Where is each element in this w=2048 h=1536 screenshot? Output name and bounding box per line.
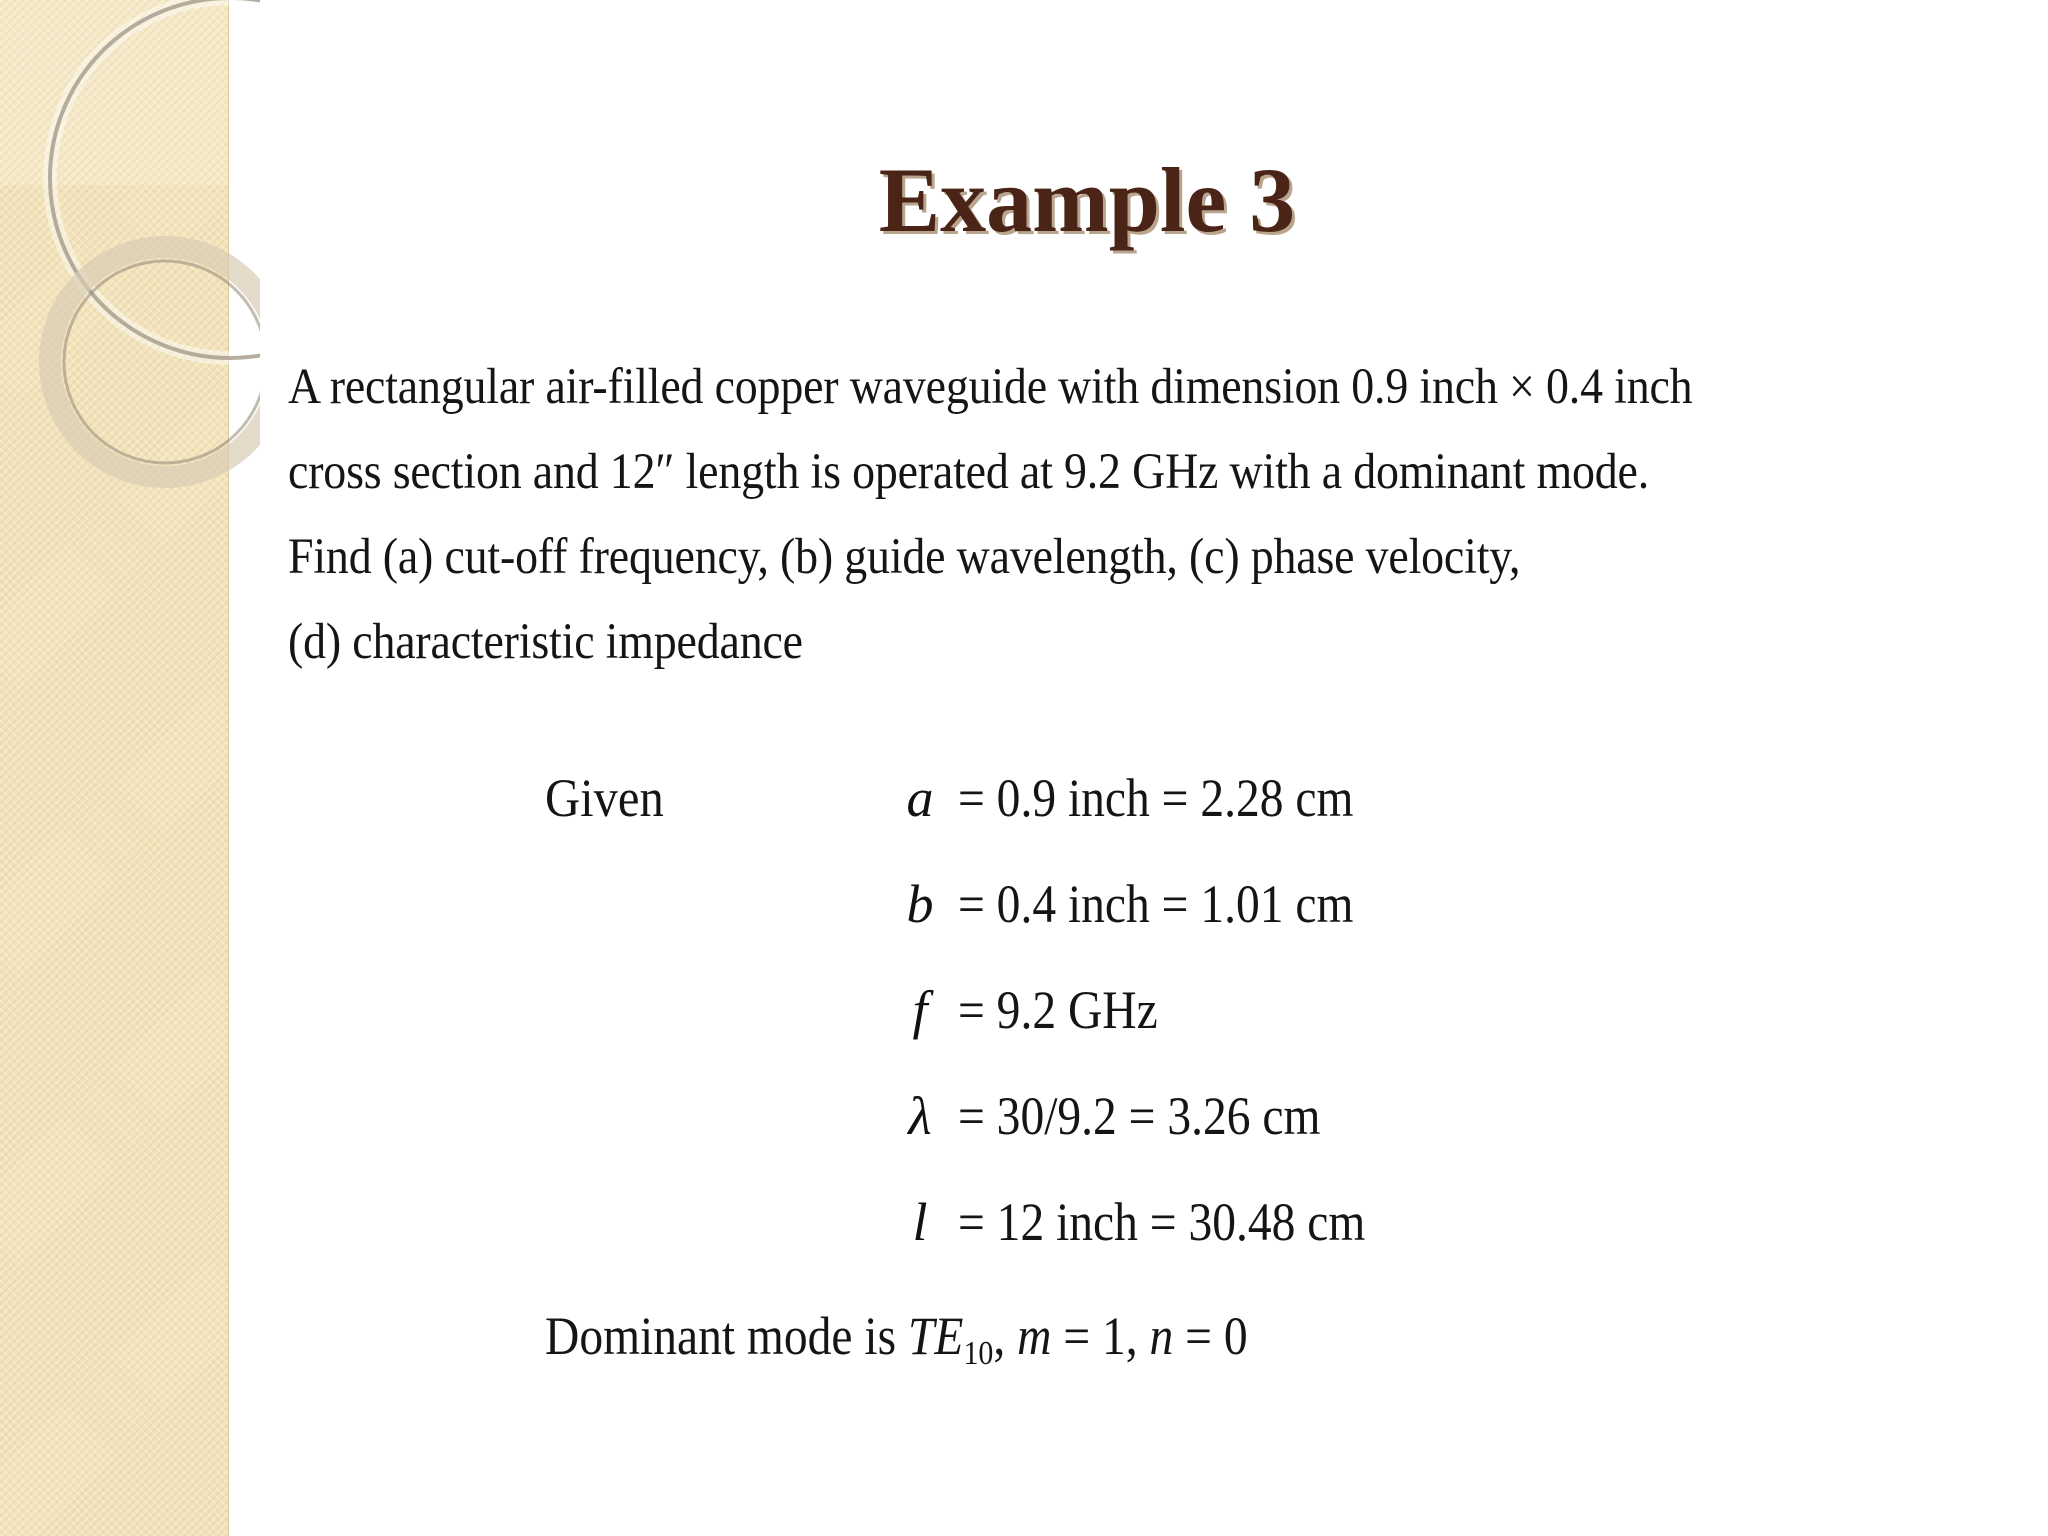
- given-value-b: = 0.4 inch = 1.01 cm: [958, 874, 1354, 934]
- mode-subscript: 10: [963, 1335, 994, 1372]
- problem-line-2: cross section and 12″ length is operated at 9.2 GHz with a dominant mode.: [288, 444, 1649, 500]
- given-symbol-l: l: [912, 1192, 928, 1252]
- given-symbol-a: a: [906, 768, 934, 828]
- decorative-rings: [0, 0, 260, 520]
- n-value: = 0: [1173, 1306, 1248, 1366]
- m-symbol: m: [1017, 1306, 1052, 1366]
- mode-name: TE: [907, 1306, 964, 1366]
- problem-line-1: A rectangular air-filled copper waveguide with dimension 0.9 inch × 0.4 inch: [288, 359, 1693, 415]
- given-symbol-b: b: [906, 874, 934, 934]
- mode-comma: ,: [993, 1306, 1018, 1366]
- m-value: = 1,: [1051, 1306, 1150, 1366]
- given-value-a: = 0.9 inch = 2.28 cm: [958, 768, 1354, 828]
- given-value-lambda: = 30/9.2 = 3.26 cm: [958, 1086, 1321, 1146]
- dominant-prefix: Dominant mode is: [545, 1306, 908, 1366]
- slide-title: Example 3: [878, 149, 1296, 251]
- problem-line-3: Find (a) cut-off frequency, (b) guide wavelength, (c) phase velocity,: [288, 529, 1521, 585]
- n-symbol: n: [1149, 1306, 1174, 1366]
- given-label: Given: [545, 768, 664, 828]
- given-value-f: = 9.2 GHz: [958, 980, 1158, 1040]
- given-value-l: = 12 inch = 30.48 cm: [958, 1192, 1366, 1252]
- given-symbol-f: f: [912, 980, 928, 1040]
- given-symbol-lambda: λ: [908, 1086, 932, 1146]
- problem-line-4: (d) characteristic impedance: [288, 614, 803, 670]
- dominant-mode-statement: [545, 1296, 1248, 1376]
- problem-statement: [288, 345, 1818, 685]
